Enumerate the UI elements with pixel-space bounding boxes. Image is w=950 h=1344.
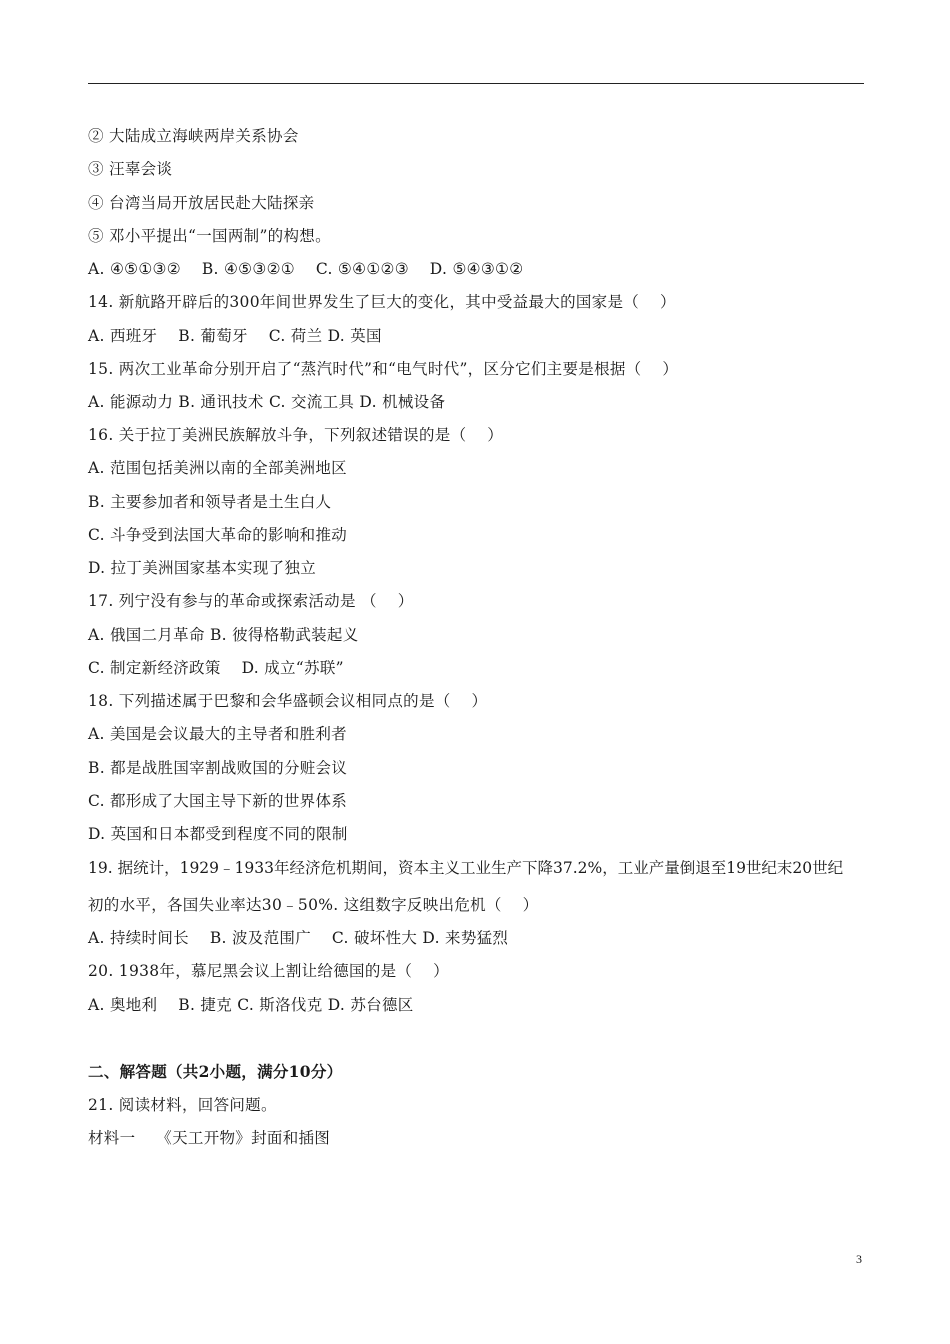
question-14: 14. 新航路开辟后的300年间世界发生了巨大的变化，其中受益最大的国家是（ ） — [88, 293, 676, 311]
answer-option: D. 拉丁美洲国家基本实现了独立 — [88, 559, 317, 577]
answer-option: B. 都是战胜国宰割战败国的分赃会议 — [88, 759, 348, 777]
answer-options: A. 持续时间长 B. 波及范围广 C. 破坏性大 D. 来势猛烈 — [88, 929, 509, 947]
page-number: 3 — [856, 1252, 862, 1266]
answer-options: C. 制定新经济政策 D. 成立“苏联” — [88, 659, 344, 677]
question-16: 16. 关于拉丁美洲民族解放斗争，下列叙述错误的是（ ） — [88, 426, 504, 444]
material-label: 材料一 《天工开物》封面和插图 — [88, 1129, 331, 1147]
question-15: 15. 两次工业革命分别开启了“蒸汽时代”和“电气时代”，区分它们主要是根据（ ） — [88, 360, 679, 378]
text-line: ⑤ 邓小平提出“一国两制”的构想。 — [88, 227, 331, 245]
question-17: 17. 列宁没有参与的革命或探索活动是 （ ） — [88, 592, 414, 610]
question-18: 18. 下列描述属于巴黎和会华盛顿会议相同点的是（ ） — [88, 692, 488, 710]
question-21: 21. 阅读材料，回答问题。 — [88, 1096, 277, 1114]
question-19-cont: 初的水平，各国失业率达30﹣50%. 这组数字反映出危机（ ） — [88, 896, 539, 914]
question-20: 20. 1938年，慕尼黑会议上割让给德国的是（ ） — [88, 962, 449, 980]
answer-options: A. ④⑤①③② B. ④⑤③②① C. ⑤④①②③ D. ⑤④③①② — [88, 260, 524, 278]
answer-option: C. 斗争受到法国大革命的影响和推动 — [88, 526, 348, 544]
text-line: ② 大陆成立海峡两岸关系协会 — [88, 127, 299, 145]
header-rule — [88, 83, 864, 84]
answer-option: A. 美国是会议最大的主导者和胜利者 — [88, 725, 347, 743]
answer-options: A. 俄国二月革命 B. 彼得格勒武装起义 — [88, 626, 359, 644]
answer-option: C. 都形成了大国主导下新的世界体系 — [88, 792, 348, 810]
text-line: ④ 台湾当局开放居民赴大陆探亲 — [88, 194, 315, 212]
answer-options: A. 能源动力 B. 通讯技术 C. 交流工具 D. 机械设备 — [88, 393, 446, 411]
answer-options: A. 奥地利 B. 捷克 C. 斯洛伐克 D. 苏台德区 — [88, 996, 414, 1014]
text-line: ③ 汪辜会谈 — [88, 160, 173, 178]
answer-option: A. 范围包括美洲以南的全部美洲地区 — [88, 459, 347, 477]
answer-option: D. 英国和日本都受到程度不同的限制 — [88, 825, 348, 843]
section-title: 二、解答题（共2小题，满分10分） — [88, 1062, 343, 1081]
answer-option: B. 主要参加者和领导者是土生白人 — [88, 493, 332, 511]
answer-options: A. 西班牙 B. 葡萄牙 C. 荷兰 D. 英国 — [88, 327, 382, 345]
question-19: 19. 据统计，1929﹣1933年经济危机期间，资本主义工业生产下降37.2%，工业产量倒退至19世纪末20世纪 — [88, 859, 844, 877]
